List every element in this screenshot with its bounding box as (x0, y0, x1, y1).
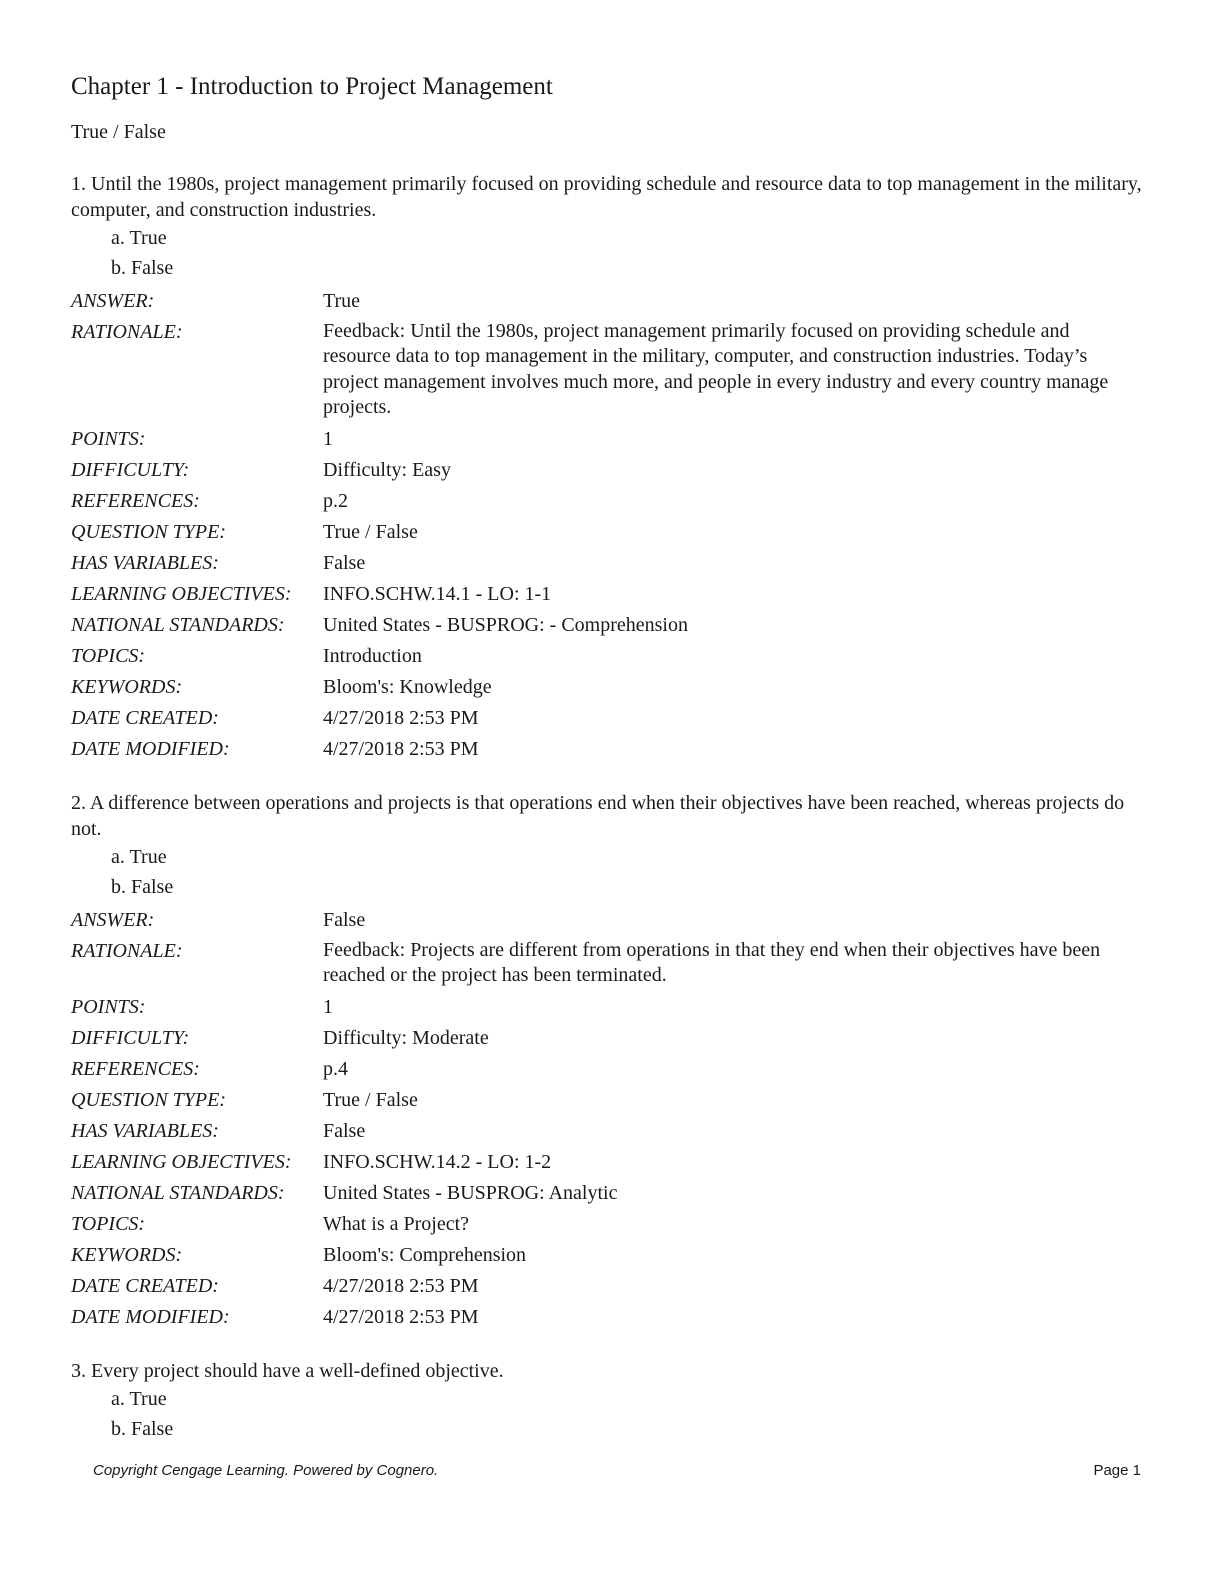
meta-key-date-modified: DATE MODIFIED: (71, 737, 230, 760)
meta-key-national-standards: NATIONAL STANDARDS: (71, 1181, 285, 1204)
meta-key-references: REFERENCES: (71, 1057, 200, 1080)
meta-key-national-standards: NATIONAL STANDARDS: (71, 613, 285, 636)
meta-value-date-created: 4/27/2018 2:53 PM (323, 706, 479, 729)
meta-key-points: POINTS: (71, 995, 146, 1018)
meta-value-date-modified: 4/27/2018 2:53 PM (323, 1305, 479, 1328)
meta-value-points: 1 (323, 995, 333, 1018)
option-true: a. True (111, 227, 167, 249)
meta-key-keywords: KEYWORDS: (71, 675, 183, 698)
question-metadata (71, 285, 1151, 764)
meta-value-keywords: Bloom's: Comprehension (323, 1243, 527, 1266)
meta-key-topics: TOPICS: (71, 644, 146, 667)
meta-key-topics: TOPICS: (71, 1212, 146, 1235)
option-false: b. False (111, 257, 174, 279)
meta-value-learning-objectives: INFO.SCHW.14.1 - LO: 1-1 (323, 582, 552, 605)
meta-key-question-type: QUESTION TYPE: (71, 1088, 227, 1111)
meta-value-references: p.2 (323, 489, 348, 512)
meta-value-keywords: Bloom's: Knowledge (323, 675, 492, 698)
meta-value-question-type: True / False (323, 520, 418, 543)
option-false: b. False (111, 1418, 174, 1440)
meta-key-answer: ANSWER: (71, 908, 155, 931)
meta-value-difficulty: Difficulty: Easy (323, 458, 451, 481)
question-2 (71, 790, 1151, 1332)
meta-key-learning-objectives: LEARNING OBJECTIVES: (71, 1150, 292, 1173)
meta-key-has-variables: HAS VARIABLES: (71, 551, 219, 574)
meta-value-learning-objectives: INFO.SCHW.14.2 - LO: 1-2 (323, 1150, 552, 1173)
meta-key-date-created: DATE CREATED: (71, 706, 219, 729)
option-true: a. True (111, 846, 167, 868)
meta-value-has-variables: False (323, 1119, 366, 1142)
option-false: b. False (111, 876, 174, 898)
option-true: a. True (111, 1388, 167, 1410)
meta-key-answer: ANSWER: (71, 289, 155, 312)
question-stem: 2. A difference between operations and projects is that operations end when their objectives have been reached, whereas projects do not. (71, 792, 1125, 840)
question-3 (71, 1358, 1151, 1444)
meta-key-question-type: QUESTION TYPE: (71, 520, 227, 543)
meta-value-date-created: 4/27/2018 2:53 PM (323, 1274, 479, 1297)
meta-key-difficulty: DIFFICULTY: (71, 458, 190, 481)
meta-key-points: POINTS: (71, 427, 146, 450)
meta-value-references: p.4 (323, 1057, 348, 1080)
document-page (71, 70, 1151, 1444)
meta-value-date-modified: 4/27/2018 2:53 PM (323, 737, 479, 760)
meta-value-topics: What is a Project? (323, 1212, 470, 1235)
meta-value-has-variables: False (323, 551, 366, 574)
answer-options (71, 223, 1151, 283)
meta-value-topics: Introduction (323, 644, 422, 667)
meta-key-rationale: RATIONALE: (71, 939, 183, 962)
meta-value-rationale: Feedback: Projects are different from operations in that they end when their objectives have been reached or the project has been terminated. (323, 938, 1101, 986)
meta-key-keywords: KEYWORDS: (71, 1243, 183, 1266)
answer-options (71, 1384, 1151, 1444)
question-stem: 1. Until the 1980s, project management primarily focused on providing schedule and resource data to top management in the military, computer, and construction industries. (71, 173, 1142, 221)
question-metadata (71, 904, 1151, 1332)
meta-key-rationale: RATIONALE: (71, 320, 183, 343)
section-heading: True / False (71, 121, 166, 143)
meta-key-learning-objectives: LEARNING OBJECTIVES: (71, 582, 292, 605)
meta-value-national-standards: United States - BUSPROG: - Comprehension (323, 613, 688, 636)
question-1 (71, 171, 1151, 764)
meta-value-national-standards: United States - BUSPROG: Analytic (323, 1181, 618, 1204)
meta-key-difficulty: DIFFICULTY: (71, 1026, 190, 1049)
copyright-notice: Copyright Cengage Learning. Powered by Cognero. (93, 1462, 439, 1479)
answer-options (71, 842, 1151, 902)
meta-key-date-created: DATE CREATED: (71, 1274, 219, 1297)
meta-value-rationale: Feedback: Until the 1980s, project management primarily focused on providing schedule and resource data to top management in the military, computer, and construction industries. Today’s project management involves much more, and people in every industry and every country manage projects. (323, 319, 1109, 418)
meta-key-references: REFERENCES: (71, 489, 200, 512)
meta-key-has-variables: HAS VARIABLES: (71, 1119, 219, 1142)
meta-value-answer: False (323, 908, 366, 931)
meta-value-points: 1 (323, 427, 333, 450)
meta-value-question-type: True / False (323, 1088, 418, 1111)
meta-key-date-modified: DATE MODIFIED: (71, 1305, 230, 1328)
question-stem: 3. Every project should have a well-defined objective. (71, 1360, 504, 1382)
chapter-title: Chapter 1 - Introduction to Project Management (71, 73, 553, 100)
page-number: Page 1 (1093, 1462, 1141, 1479)
meta-value-answer: True (323, 289, 361, 312)
meta-value-difficulty: Difficulty: Moderate (323, 1026, 489, 1049)
